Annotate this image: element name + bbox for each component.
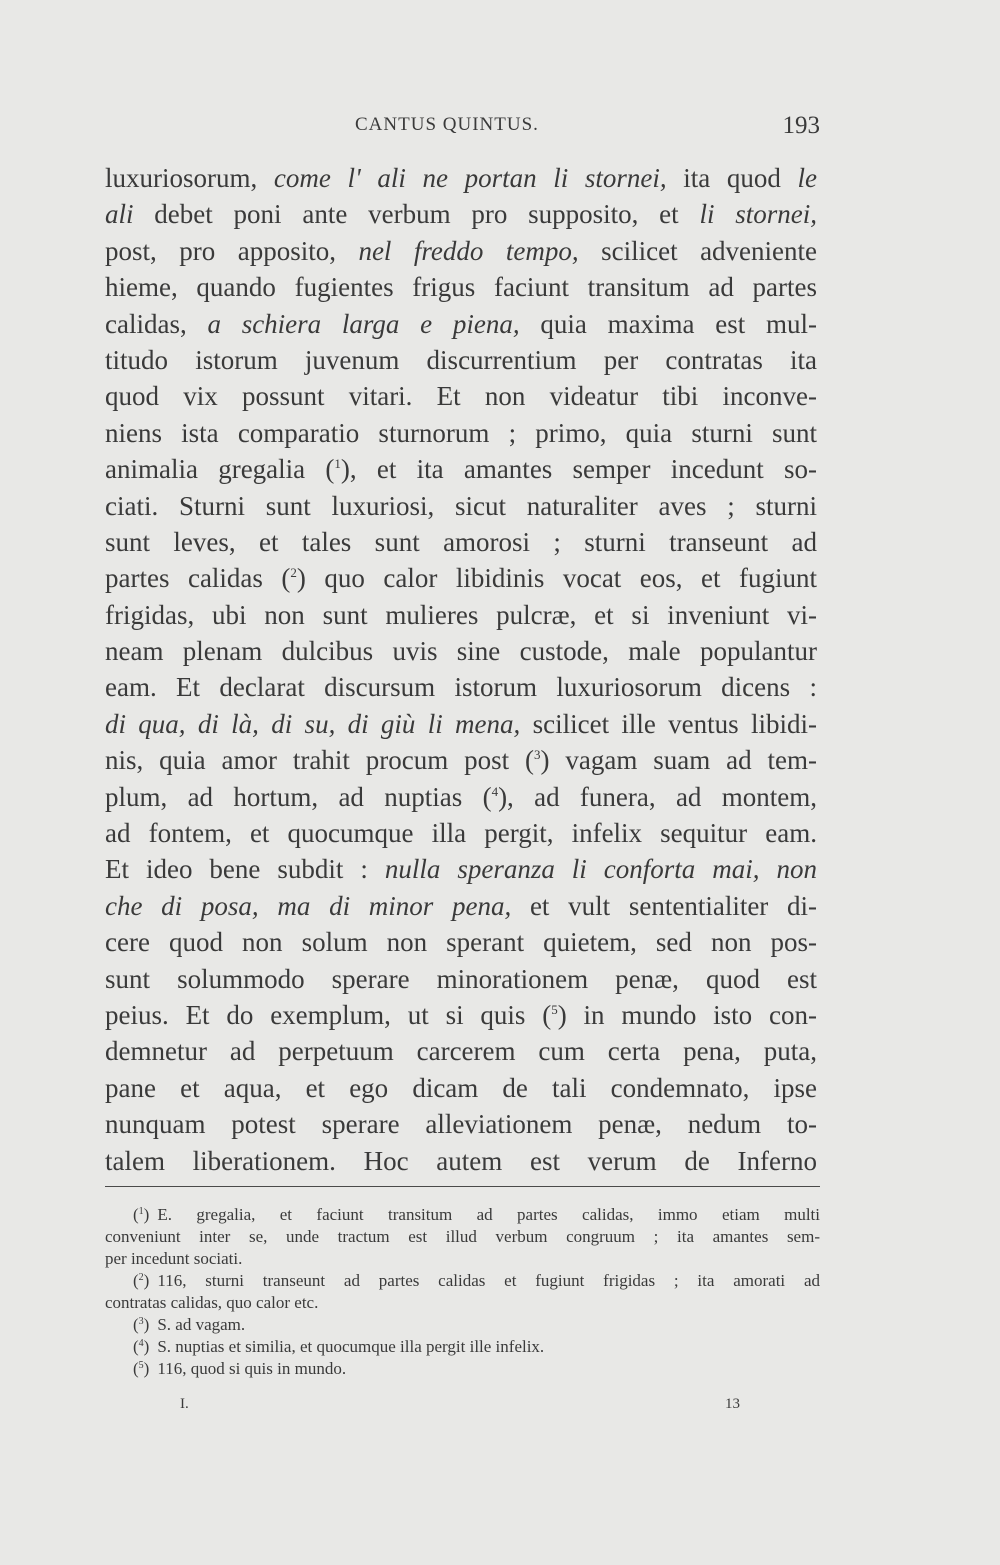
- text-line: [105, 233, 817, 269]
- text-line: [105, 961, 817, 997]
- italic-quote: le: [797, 163, 817, 193]
- footnote-ref: 5: [551, 1001, 558, 1017]
- footnote-mark: ($^4$): [133, 1337, 150, 1356]
- footnote-ref: 4: [491, 783, 499, 799]
- text-line: [105, 342, 817, 378]
- text-run: plum, ad hortum, ad nuptias (: [105, 781, 492, 812]
- text-run: calidas,: [105, 308, 208, 339]
- footnote-text: S. ad vagam.: [157, 1315, 246, 1334]
- footnote-text: 116, sturni transeunt ad partes calidas et fugiunt frigidas ; ita amorati ad: [157, 1271, 820, 1290]
- text-line: [105, 269, 817, 305]
- text-run: talem liberationem. Hoc autem est verum de Inferno: [105, 1145, 817, 1176]
- footnote-line: [105, 1292, 820, 1314]
- text-run: debet poni ante verbum pro supposito, et: [133, 199, 700, 230]
- text-line: [105, 851, 817, 887]
- footnote-line: [105, 1204, 820, 1226]
- volume-mark: I.: [180, 1396, 189, 1412]
- italic-quote: ali: [105, 199, 134, 230]
- footnote-mark: ($^1$): [133, 1205, 150, 1224]
- italic-quote: nulla speranza li conforta mai, non: [384, 854, 817, 885]
- text-run: Et ideo bene subdit :: [105, 854, 385, 885]
- footnote-mark-number: 1: [138, 1206, 144, 1217]
- text-line: [105, 742, 817, 778]
- footnote-mark-number: 4: [138, 1338, 144, 1349]
- text-line: [105, 1070, 817, 1106]
- page-number: 193: [782, 112, 820, 139]
- text-run: scilicet adveniente: [578, 235, 818, 266]
- text-line: [105, 924, 817, 960]
- text-line: [105, 451, 817, 487]
- footnote-text: 116, quod si quis in mundo.: [157, 1359, 347, 1378]
- footnote-mark: ($^2$): [133, 1271, 150, 1290]
- footnote-text: E. gregalia, et faciunt transitum ad partes calidas, immo etiam multi: [157, 1205, 820, 1224]
- text-run: frigidas, ubi non sunt mulieres pulcræ, et si inveniunt vi-: [105, 599, 817, 630]
- text-run: luxuriosorum,: [105, 163, 274, 193]
- text-run: pane et aqua, et ego dicam de tali condemnato, ipse: [105, 1072, 817, 1103]
- text-line: [105, 196, 817, 232]
- text-run: ) in mundo isto con-: [557, 999, 817, 1030]
- text-line: [105, 706, 817, 742]
- footnote: [105, 1336, 820, 1358]
- footnote-ref: 2: [290, 565, 297, 581]
- text-line: [105, 815, 817, 851]
- main-text: [105, 160, 817, 1179]
- text-line: [105, 306, 817, 342]
- text-line: [105, 378, 817, 414]
- text-run: nis, quia amor trahit procum post (: [105, 745, 535, 776]
- text-line: [105, 415, 817, 451]
- text-run: sunt solummodo sperare minorationem penæ, quod est: [105, 963, 817, 994]
- text-run: titudo istorum juvenum discurrentium per contratas ita: [105, 344, 817, 375]
- text-run: ), ad funera, ad montem,: [498, 781, 817, 812]
- footnote-mark-number: 5: [138, 1360, 144, 1371]
- footnote-line: [105, 1270, 820, 1292]
- footnote-text: contratas calidas, quo calor etc.: [105, 1293, 319, 1312]
- text-run: cere quod non solum non sperant quietem, sed non pos-: [105, 927, 817, 958]
- text-run: animalia gregalia (: [105, 454, 335, 485]
- text-run: scilicet ille ventus libidi-: [520, 708, 817, 739]
- italic-quote: nel freddo tempo,: [358, 235, 579, 266]
- text-line: [105, 888, 817, 924]
- text-run: niens ista comparatio sturnorum ; primo, quia sturni sunt: [105, 417, 817, 448]
- footnote: [105, 1270, 820, 1314]
- footnote-line: [105, 1358, 820, 1380]
- running-title: CANTUS QUINTUS.: [355, 114, 539, 135]
- footnote-text: per incedunt sociati.: [105, 1249, 243, 1268]
- italic-quote: di qua, di là, di su, di giù li mena,: [105, 708, 521, 739]
- text-run: ) vagam suam ad tem-: [540, 745, 817, 776]
- text-line: [105, 1106, 817, 1142]
- text-run: quia maxima est mul-: [519, 308, 817, 339]
- page-header: [105, 114, 820, 144]
- text-line: [105, 779, 817, 815]
- italic-quote: a schiera larga e piena,: [207, 308, 520, 339]
- footnotes: [105, 1204, 820, 1380]
- text-run: ita quod: [666, 163, 798, 193]
- footnote-mark-number: 3: [138, 1316, 144, 1327]
- text-run: ciati. Sturni sunt luxuriosi, sicut naturaliter aves ; sturni: [105, 490, 817, 521]
- text-line: [105, 160, 817, 196]
- text-line: [105, 669, 817, 705]
- text-run: ad fontem, et quocumque illa pergit, infelix sequitur eam.: [105, 818, 817, 849]
- footnote-rule: [105, 1186, 820, 1187]
- text-run: ), et ita amantes semper incedunt so-: [340, 454, 817, 485]
- text-line: [105, 633, 817, 669]
- text-run: neam plenam dulcibus uvis sine custode, male populantur: [105, 636, 817, 667]
- footnote-text: S. nuptias et similia, et quocumque illa pergit ille infelix.: [157, 1337, 545, 1356]
- footnote-mark: ($^3$): [133, 1315, 150, 1334]
- text-run: eam. Et declarat discursum istorum luxuriosorum dicens :: [105, 672, 817, 703]
- footnote-text: conveniunt inter se, unde tractum est illud verbum congruum ; ita amantes sem-: [105, 1227, 820, 1246]
- footnote-ref: 1: [334, 456, 341, 472]
- text-run: ) quo calor libidinis vocat eos, et fugiunt: [296, 563, 818, 594]
- text-run: nunquam potest sperare alleviationem penæ, nedum to-: [105, 1109, 817, 1140]
- text-line: [105, 524, 817, 560]
- footnote-line: [105, 1226, 820, 1248]
- text-run: sunt leves, et tales sunt amorosi ; sturni transeunt ad: [105, 526, 817, 557]
- text-run: peius. Et do exemplum, ut si quis (: [105, 999, 552, 1030]
- footnote-line: [105, 1248, 820, 1270]
- text-line: [105, 1143, 817, 1179]
- italic-quote: come l' ali ne portan li stornei,: [273, 163, 667, 193]
- footnote-ref: 3: [534, 747, 541, 763]
- footnote: [105, 1314, 820, 1336]
- text-run: quod vix possunt vitari. Et non videatur tibi inconve-: [105, 381, 817, 412]
- footnote-mark: ($^5$): [133, 1359, 150, 1378]
- text-run: demnetur ad perpetuum carcerem cum certa pena, puta,: [105, 1036, 817, 1067]
- italic-quote: che di posa, ma di minor pena,: [105, 890, 512, 921]
- text-line: [105, 560, 817, 596]
- text-line: [105, 488, 817, 524]
- footnote: [105, 1358, 820, 1380]
- text-run: hieme, quando fugientes frigus faciunt transitum ad partes: [105, 272, 817, 303]
- footnote-line: [105, 1336, 820, 1358]
- text-run: post, pro apposito,: [105, 235, 359, 266]
- text-run: partes calidas (: [105, 563, 291, 594]
- footnote-mark-number: 2: [138, 1272, 144, 1283]
- text-run: et vult sententialiter di-: [511, 890, 817, 921]
- text-line: [105, 1033, 817, 1069]
- footnote: [105, 1204, 820, 1270]
- italic-quote: li stornei,: [699, 199, 817, 230]
- text-line: [105, 997, 817, 1033]
- footnote-line: [105, 1314, 820, 1336]
- signature-number: 13: [725, 1396, 740, 1412]
- text-line: [105, 597, 817, 633]
